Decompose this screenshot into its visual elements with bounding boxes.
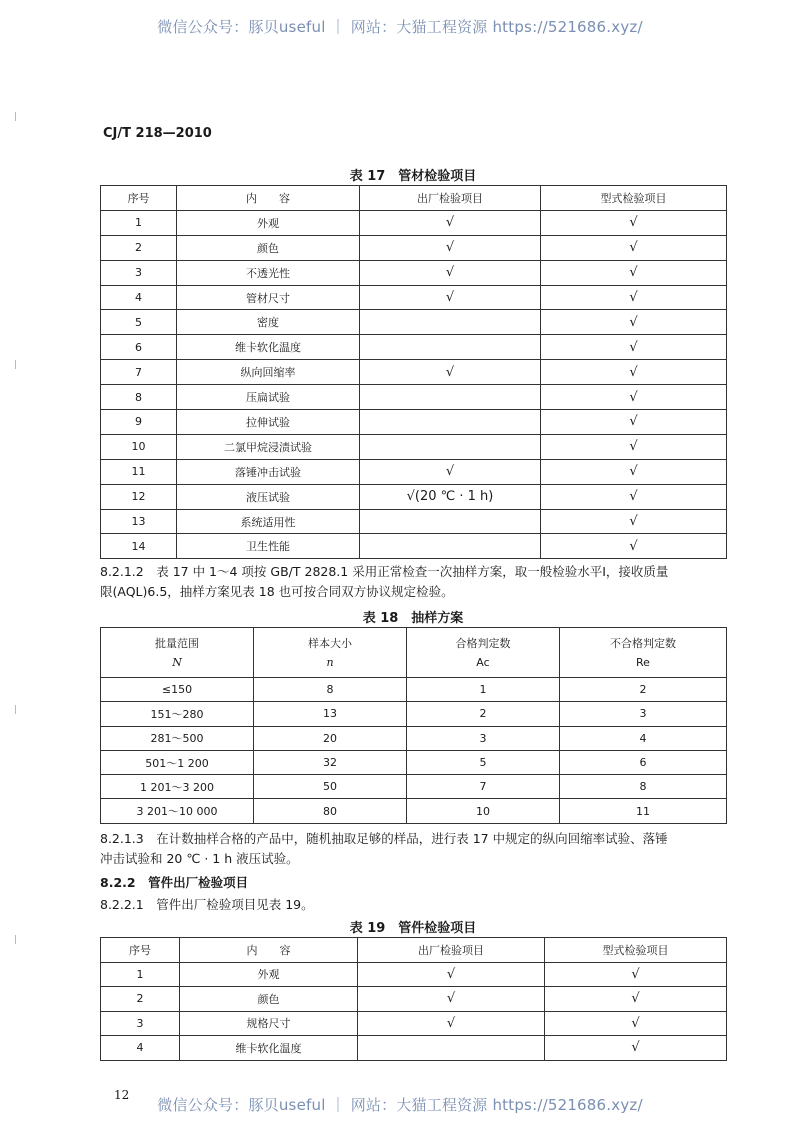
table-cell (360, 385, 541, 410)
table-cell: √ (541, 484, 727, 509)
col-header-seq: 序号 (101, 186, 177, 211)
table-row (101, 987, 727, 1012)
table-cell: √ (541, 459, 727, 484)
col-header-seq: 序号 (101, 938, 180, 963)
table-cell: √ (541, 509, 727, 534)
table-cell (358, 1036, 545, 1061)
table-cell: 纵向回缩率 (177, 360, 360, 385)
table-cell: 3 (101, 1011, 180, 1036)
table-row (101, 335, 727, 360)
col-header-type-inspection: 型式检验项目 (545, 938, 727, 963)
table-cell: 2 (101, 235, 177, 260)
table-cell: 4 (101, 285, 177, 310)
table-cell: 2 (101, 987, 180, 1012)
table-cell: 9 (101, 410, 177, 435)
table-cell: √ (545, 962, 727, 987)
table-cell: 1 201～3 200 (101, 775, 254, 799)
clause-8-2-2-1: 8.2.2.1 管件出厂检验项目见表 19。 (100, 897, 314, 912)
table-cell: √(20 ℃ · 1 h) (360, 484, 541, 509)
table-cell: 12 (101, 484, 177, 509)
table-cell: √ (360, 210, 541, 235)
table-row (101, 726, 727, 750)
table-row (101, 750, 727, 774)
table-cell: 不透光性 (177, 260, 360, 285)
table-cell (360, 434, 541, 459)
table-cell: 外观 (177, 210, 360, 235)
table-cell: 10 (101, 434, 177, 459)
col-header-lot-size (101, 628, 254, 678)
watermark-top: 微信公众号：豚贝useful ｜ 网站：大猫工程资源 https://521686.xyz/ (157, 18, 643, 36)
table-cell: 3 (407, 726, 560, 750)
table-cell: √ (360, 285, 541, 310)
table-cell: √ (541, 210, 727, 235)
col-header-lot-size-label: 批量范围 (155, 636, 199, 650)
table-cell: 维卡软化温度 (177, 335, 360, 360)
col-header-acceptance-number (407, 628, 560, 678)
table-row (101, 509, 727, 534)
col-header-type-inspection: 型式检验项目 (541, 186, 727, 211)
table17 (100, 185, 727, 559)
table-row (101, 235, 727, 260)
table-cell: 2 (560, 678, 727, 702)
table-cell (360, 534, 541, 559)
heading-8-2-2: 8.2.2 管件出厂检验项目 (100, 875, 249, 890)
clause-8-2-1-3-line1: 8.2.1.3 在计数抽样合格的产品中，随机抽取足够的样品，进行表 17 中规定的纵向回缩率试验、落锤 (100, 831, 668, 846)
table-cell: √ (545, 1036, 727, 1061)
clause-8-2-1-3 (100, 829, 740, 869)
table-cell: 规格尺寸 (180, 1011, 358, 1036)
table-cell: 3 (560, 702, 727, 726)
clause-8-2-1-3-line2: 冲击试验和 20 ℃ · 1 h 液压试验。 (100, 851, 299, 866)
col-header-rejection-number (560, 628, 727, 678)
table-row (101, 799, 727, 823)
table-cell: √ (360, 459, 541, 484)
table-cell: 颜色 (177, 235, 360, 260)
table-cell: 1 (101, 962, 180, 987)
table-row (101, 775, 727, 799)
table18-body (101, 678, 727, 824)
table-cell: 拉伸试验 (177, 410, 360, 435)
table-cell: √ (541, 310, 727, 335)
page-number: 12 (114, 1088, 130, 1102)
col-header-factory-inspection: 出厂检验项目 (358, 938, 545, 963)
margin-tick (15, 360, 16, 369)
margin-tick (15, 112, 16, 121)
col-header-rejection-number-symbol: Re (636, 655, 650, 669)
table-cell: √ (541, 410, 727, 435)
table-cell: √ (541, 385, 727, 410)
table-cell: 系统适用性 (177, 509, 360, 534)
table-cell: √ (358, 987, 545, 1012)
table-cell: 11 (101, 459, 177, 484)
table-cell: 5 (407, 750, 560, 774)
col-header-sample-size-label: 样本大小 (308, 636, 352, 650)
table-row (101, 260, 727, 285)
table-cell: √ (541, 534, 727, 559)
table-cell (360, 335, 541, 360)
table-cell: 2 (407, 702, 560, 726)
col-header-rejection-number-label: 不合格判定数 (610, 636, 676, 650)
table-cell: 8 (560, 775, 727, 799)
table-cell (360, 310, 541, 335)
table-cell: 14 (101, 534, 177, 559)
col-header-content: 内 容 (180, 938, 358, 963)
watermark-bottom: 微信公众号：豚贝useful ｜ 网站：大猫工程资源 https://521686.xyz/ (157, 1096, 643, 1114)
table19-caption: 表 19 管件检验项目 (349, 921, 477, 936)
table-cell: 501～1 200 (101, 750, 254, 774)
table-row (101, 702, 727, 726)
table-cell: 8 (101, 385, 177, 410)
table-cell: 11 (560, 799, 727, 823)
table18 (100, 627, 727, 824)
col-header-factory-inspection: 出厂检验项目 (360, 186, 541, 211)
table-row (101, 1011, 727, 1036)
col-header-acceptance-number-label: 合格判定数 (455, 636, 511, 650)
table-cell: 50 (254, 775, 407, 799)
table-cell: 281～500 (101, 726, 254, 750)
col-header-sample-size-symbol: n (326, 655, 334, 669)
table-row (101, 534, 727, 559)
clause-8-2-1-2-line2: 限(AQL)6.5，抽样方案见表 18 也可按合同双方协议规定检验。 (100, 584, 454, 599)
col-header-acceptance-number-symbol: Ac (476, 655, 490, 669)
table-row (101, 678, 727, 702)
table-cell: √ (358, 962, 545, 987)
table-row (101, 385, 727, 410)
table-cell: 密度 (177, 310, 360, 335)
margin-tick (15, 705, 16, 714)
table-cell: 管材尺寸 (177, 285, 360, 310)
table-cell: 32 (254, 750, 407, 774)
table-cell (360, 509, 541, 534)
table-cell: √ (541, 360, 727, 385)
table19-header-row (101, 938, 727, 963)
table-cell: 二氯甲烷浸渍试验 (177, 434, 360, 459)
table-row (101, 285, 727, 310)
table-cell: ≤150 (101, 678, 254, 702)
table-cell: 6 (560, 750, 727, 774)
table-cell: 7 (101, 360, 177, 385)
table-cell: 液压试验 (177, 484, 360, 509)
margin-tick (15, 935, 16, 944)
table18-header-row (101, 628, 727, 678)
table-row (101, 310, 727, 335)
table-cell: 5 (101, 310, 177, 335)
table-cell: 颜色 (180, 987, 358, 1012)
table-cell: 落锤冲击试验 (177, 459, 360, 484)
table-cell: 维卡软化温度 (180, 1036, 358, 1061)
table-cell: 13 (101, 509, 177, 534)
table-row (101, 484, 727, 509)
table17-caption: 表 17 管材检验项目 (349, 169, 477, 184)
col-header-lot-size-symbol: N (172, 655, 182, 669)
table-cell: 4 (560, 726, 727, 750)
table-cell (360, 410, 541, 435)
col-header-sample-size (254, 628, 407, 678)
table-cell: 4 (101, 1036, 180, 1061)
table-cell: 卫生性能 (177, 534, 360, 559)
table-cell: 6 (101, 335, 177, 360)
table-cell: 1 (101, 210, 177, 235)
table-cell: √ (541, 285, 727, 310)
table-row (101, 459, 727, 484)
table-cell: √ (541, 434, 727, 459)
table19 (100, 937, 727, 1061)
table-cell: 3 201～10 000 (101, 799, 254, 823)
table-row (101, 1036, 727, 1061)
table-row (101, 434, 727, 459)
table-cell: 151～280 (101, 702, 254, 726)
table-cell: 10 (407, 799, 560, 823)
standard-code: CJ/T 218—2010 (103, 126, 212, 141)
table-row (101, 410, 727, 435)
table-cell: 20 (254, 726, 407, 750)
table-cell: √ (545, 1011, 727, 1036)
table-row (101, 210, 727, 235)
table19-body (101, 962, 727, 1060)
table17-header-row (101, 186, 727, 211)
table-cell: 压扁试验 (177, 385, 360, 410)
table-cell: √ (541, 335, 727, 360)
table-cell: √ (541, 235, 727, 260)
table17-body (101, 210, 727, 558)
col-header-content: 内 容 (177, 186, 360, 211)
table-cell: 3 (101, 260, 177, 285)
table-cell: 8 (254, 678, 407, 702)
table-cell: 外观 (180, 962, 358, 987)
table-cell: √ (360, 360, 541, 385)
table-cell: √ (545, 987, 727, 1012)
table-cell: √ (360, 260, 541, 285)
table-cell: √ (541, 260, 727, 285)
table18-caption: 表 18 抽样方案 (362, 611, 464, 626)
table-cell: √ (360, 235, 541, 260)
table-cell: 1 (407, 678, 560, 702)
clause-8-2-1-2-line1: 8.2.1.2 表 17 中 1～4 项按 GB/T 2828.1 采用正常检查一次抽样方案，取一般检验水平Ⅰ，接收质量 (100, 564, 669, 579)
table-row (101, 360, 727, 385)
clause-8-2-1-2 (100, 562, 740, 602)
table-cell: √ (358, 1011, 545, 1036)
table-cell: 13 (254, 702, 407, 726)
table-row (101, 962, 727, 987)
table-cell: 7 (407, 775, 560, 799)
table-cell: 80 (254, 799, 407, 823)
